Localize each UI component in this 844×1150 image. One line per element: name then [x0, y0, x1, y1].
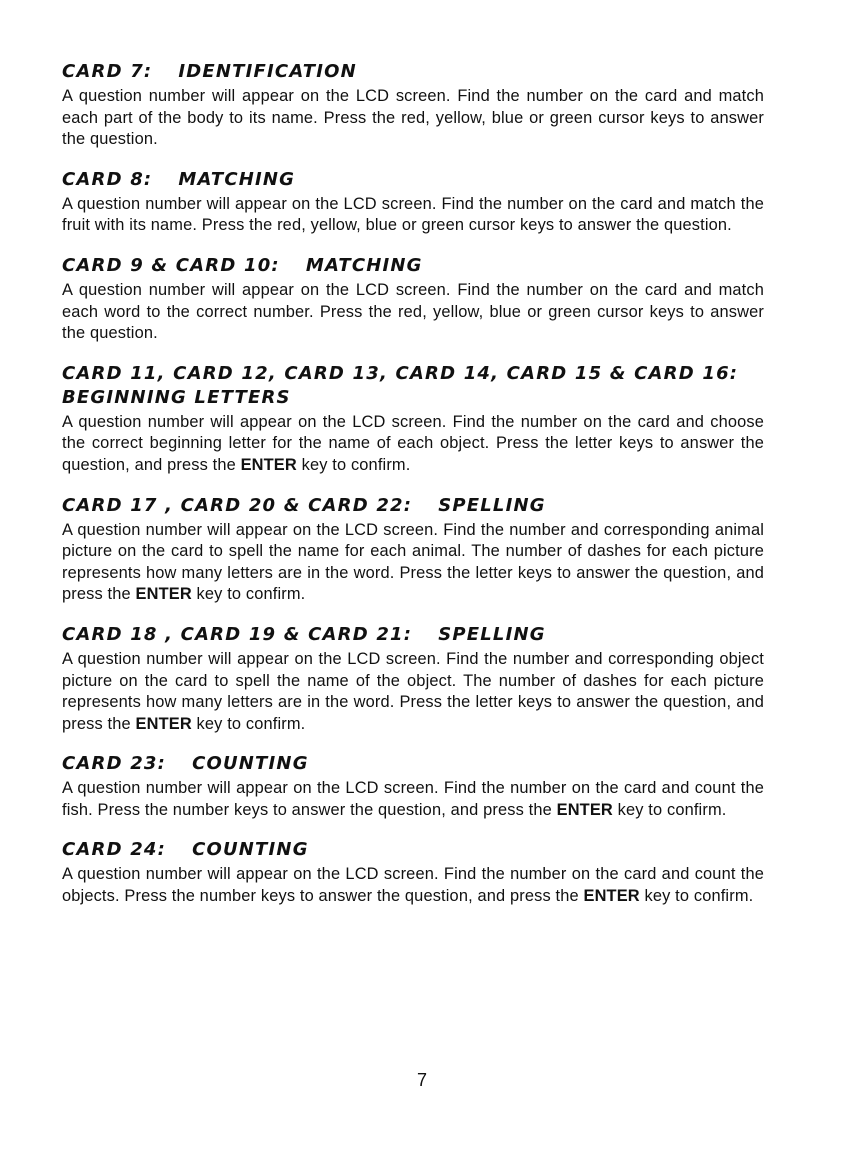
section-text-end: key to confirm. — [644, 887, 754, 906]
heading-cards: CARD 17 , CARD 20 & CARD 22: — [62, 494, 413, 516]
heading-cards: CARD 11, CARD 12, CARD 13, CARD 14, CARD 15 & CARD 16: — [62, 362, 739, 384]
heading-cards: CARD 24: — [62, 839, 167, 861]
heading-topic: MATCHING — [178, 168, 296, 190]
section-text-end: key to confirm. — [196, 585, 306, 604]
heading-cards: CARD 18 , CARD 19 & CARD 21: — [62, 623, 413, 645]
section-text-end: key to confirm. — [617, 800, 727, 819]
section-text — [62, 412, 764, 477]
enter-key-label: ENTER — [240, 455, 297, 474]
section-heading — [62, 752, 764, 776]
section-text-body: A question number will appear on the LCD screen. Find the number on the card and count the objects. Press the number keys to answer the question, and press the — [62, 865, 764, 906]
section-heading — [62, 168, 764, 192]
enter-key-label: ENTER — [135, 714, 192, 733]
section-heading — [62, 494, 764, 518]
enter-key-label: ENTER — [583, 887, 640, 906]
section-text-body: A question number will appear on the LCD screen. Find the number on the card and match the fruit with its name. Press the red, yellow, blue or green cursor keys to answer the question. — [62, 194, 764, 235]
section-card-7 — [62, 60, 764, 151]
manual-page — [62, 60, 764, 925]
section-text — [62, 778, 764, 821]
section-heading — [62, 623, 764, 647]
section-heading — [62, 362, 764, 410]
section-text — [62, 86, 764, 151]
section-text-end: key to confirm. — [196, 714, 306, 733]
section-text — [62, 649, 764, 735]
heading-topic: IDENTIFICATION — [178, 61, 357, 82]
section-text — [62, 280, 764, 345]
heading-topic: MATCHING — [305, 254, 423, 276]
section-heading — [62, 60, 764, 84]
enter-key-label: ENTER — [556, 800, 613, 819]
section-card-23 — [62, 752, 764, 821]
heading-cards: CARD 7: — [62, 61, 153, 82]
section-text-body: A question number will appear on the LCD screen. Find the number on the card and count the fish. Press the number keys to answer the question, and press the — [62, 779, 764, 819]
section-card-18-19-21 — [62, 623, 764, 735]
heading-cards: CARD 8: — [62, 168, 153, 190]
page-number: 7 — [416, 1070, 427, 1090]
section-card-9-10 — [62, 254, 764, 345]
section-text-body: A question number will appear on the LCD screen. Find the number and corresponding object picture on the card to spell the name of the object. The number of dashes for each picture represents how many letters are in the word. Press the letter keys to answer the question, and press the — [62, 649, 764, 733]
heading-cards: CARD 9 & CARD 10: — [62, 254, 280, 276]
section-text-body: A question number will appear on the LCD screen. Find the number and corresponding animal picture on the card to spell the name for each animal. The number of dashes for each picture represents how many letters are in the word. Press the letter keys to answer the question, and press the — [62, 520, 764, 604]
heading-topic: COUNTING — [192, 753, 309, 775]
section-card-17-20-22 — [62, 494, 764, 606]
section-heading — [62, 254, 764, 278]
heading-topic: SPELLING — [438, 623, 546, 645]
section-card-8 — [62, 168, 764, 237]
enter-key-label: ENTER — [135, 585, 192, 604]
heading-cards: CARD 23: — [62, 753, 167, 775]
section-heading — [62, 838, 764, 862]
heading-topic: SPELLING — [438, 494, 546, 516]
section-text — [62, 864, 764, 907]
section-text-body: A question number will appear on the LCD screen. Find the number on the card and match each word to the correct number. Press the red, yellow, blue or green cursor keys to answer the question. — [62, 280, 764, 343]
heading-topic: BEGINNING LETTERS — [62, 386, 291, 408]
section-card-11-16 — [62, 362, 764, 477]
section-card-24 — [62, 838, 764, 907]
section-text-body: A question number will appear on the LCD screen. Find the number on the card and match each part of the body to its name. Press the red, yellow, blue or green cursor keys to answer the question. — [62, 87, 764, 149]
section-text-body: A question number will appear on the LCD screen. Find the number on the card and choose the correct beginning letter for the name of each object. Press the letter keys to answer the question, and press the — [62, 412, 764, 474]
heading-topic: COUNTING — [192, 839, 309, 861]
section-text — [62, 520, 764, 606]
section-text — [62, 194, 764, 237]
section-text-end: key to confirm. — [301, 455, 411, 474]
